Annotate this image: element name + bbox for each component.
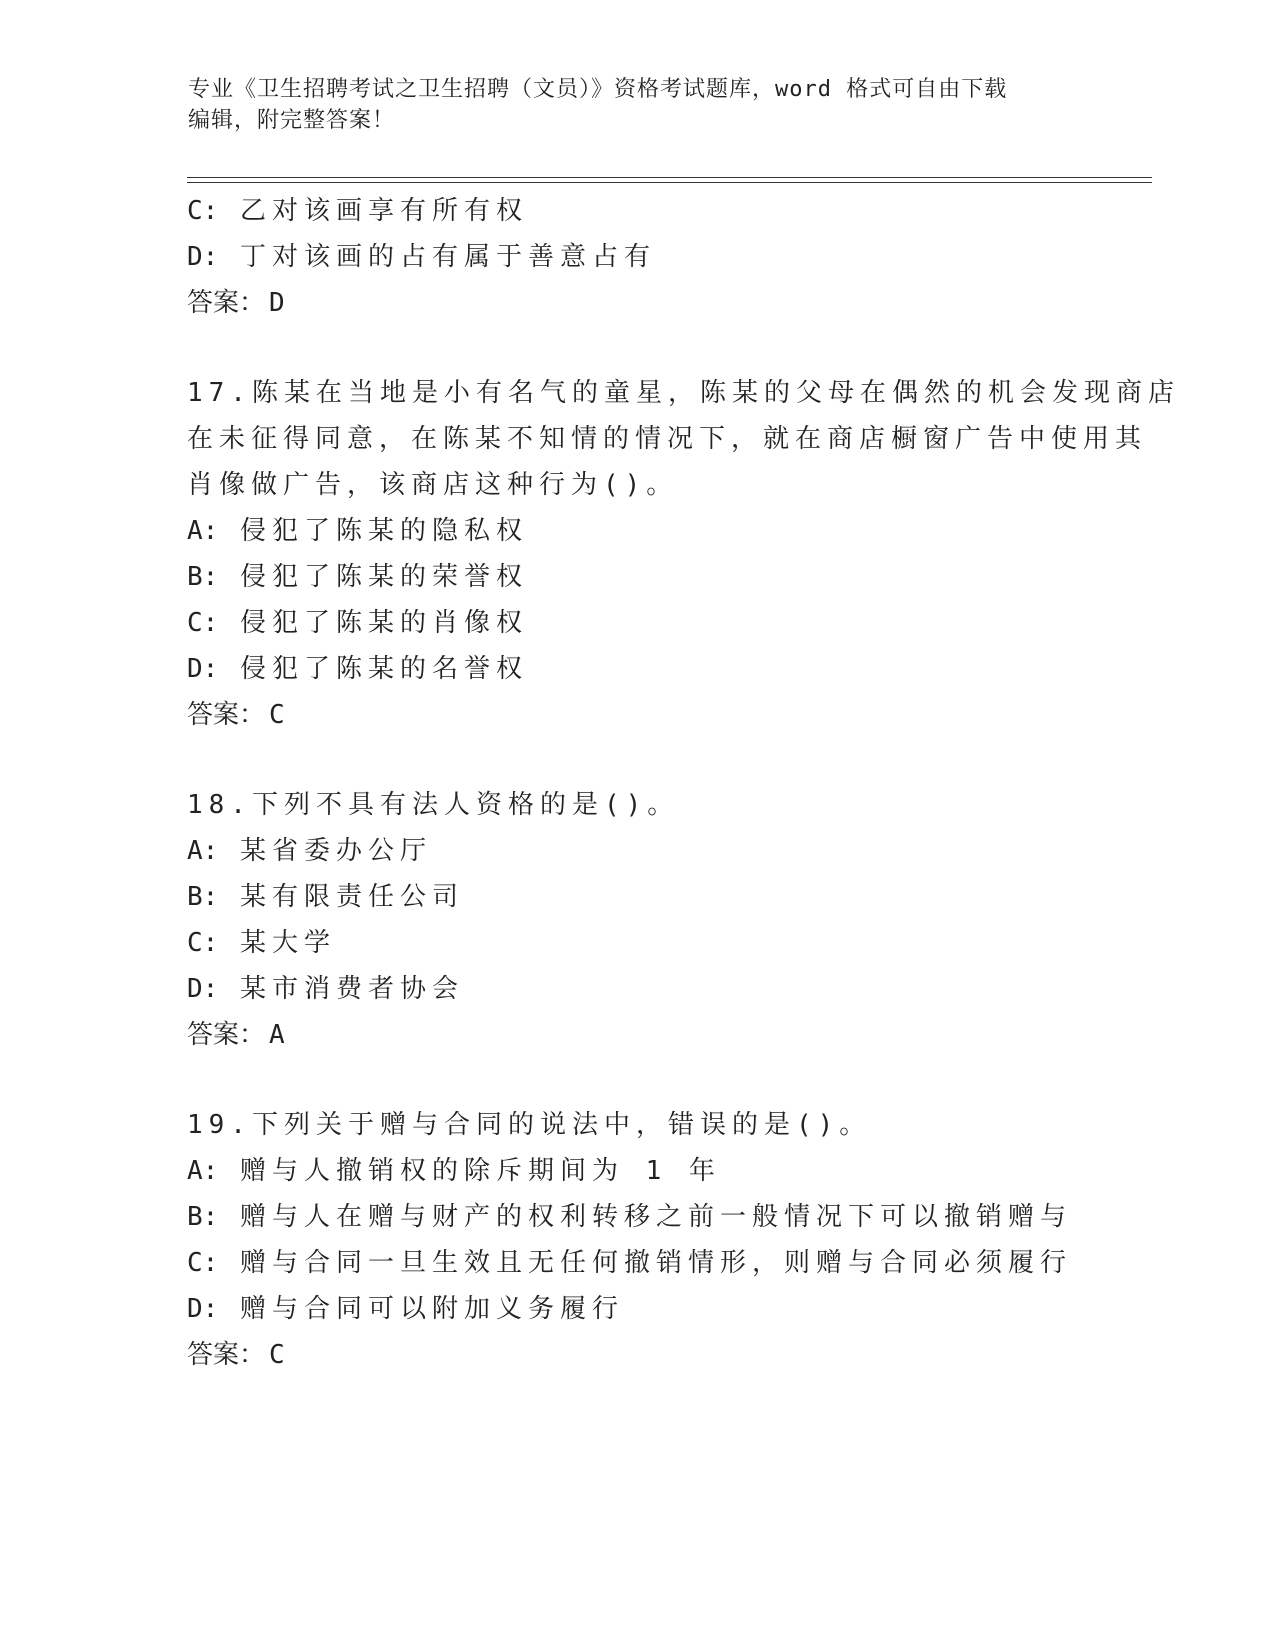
question-list — [187, 188, 1180, 1378]
question-18 — [187, 782, 1087, 1058]
option-c: C: 赠与合同一旦生效且无任何撤销情形，则赠与合同必须履行 — [187, 1248, 1072, 1278]
question-stem-line: 18.下列不具有法人资格的是()。 — [187, 790, 680, 820]
question-17 — [187, 370, 1180, 738]
question-19 — [187, 1102, 1087, 1378]
question-stem-line: 17.陈某在当地是小有名气的童星，陈某的父母在偶然的机会发现商店 — [187, 378, 1180, 408]
answer-value: C — [269, 700, 285, 730]
option-a: A: 赠与人撤销权的除斥期间为 1 年 — [187, 1156, 721, 1186]
option-c: C: 某大学 — [187, 928, 336, 958]
answer-line: 答案： C — [187, 1340, 285, 1370]
option-d: D: 赠与合同可以附加义务履行 — [187, 1294, 624, 1324]
option-d: D: 某市消费者协会 — [187, 974, 464, 1004]
option-b: B: 某有限责任公司 — [187, 882, 464, 912]
question-16-tail — [187, 188, 1087, 326]
option-d: D: 侵犯了陈某的名誉权 — [187, 654, 528, 684]
option-c: C: 侵犯了陈某的肖像权 — [187, 608, 528, 638]
question-stem-line: 19.下列关于赠与合同的说法中，错误的是()。 — [187, 1110, 872, 1140]
option-a: A: 侵犯了陈某的隐私权 — [187, 516, 528, 546]
answer-value: A — [269, 1020, 285, 1050]
question-stem-line: 在未征得同意，在陈某不知情的情况下，就在商店橱窗广告中使用其 — [187, 424, 1148, 454]
question-stem-line: 肖像做广告，该商店这种行为()。 — [187, 470, 679, 500]
option-d: D: 丁对该画的占有属于善意占有 — [187, 242, 656, 272]
header-line-2: 编辑，附完整答案！ — [188, 108, 396, 133]
option-b: B: 赠与人在赠与财产的权利转移之前一般情况下可以撤销赠与 — [187, 1202, 1072, 1232]
option-b: B: 侵犯了陈某的荣誉权 — [187, 562, 528, 592]
answer-line: 答案： C — [187, 700, 285, 730]
header-rule-bottom — [187, 182, 1152, 183]
answer-value: C — [269, 1340, 285, 1370]
header-line-1: 专业《卫生招聘考试之卫生招聘（文员）》资格考试题库，word 格式可自由下载 — [188, 77, 1008, 102]
option-a: A: 某省委办公厅 — [187, 836, 432, 866]
option-c: C: 乙对该画享有所有权 — [187, 196, 528, 226]
document-header — [188, 74, 1068, 136]
answer-value: D — [269, 288, 285, 318]
answer-line: 答案： D — [187, 288, 285, 318]
header-rule-top — [187, 177, 1152, 178]
answer-line: 答案： A — [187, 1020, 285, 1050]
